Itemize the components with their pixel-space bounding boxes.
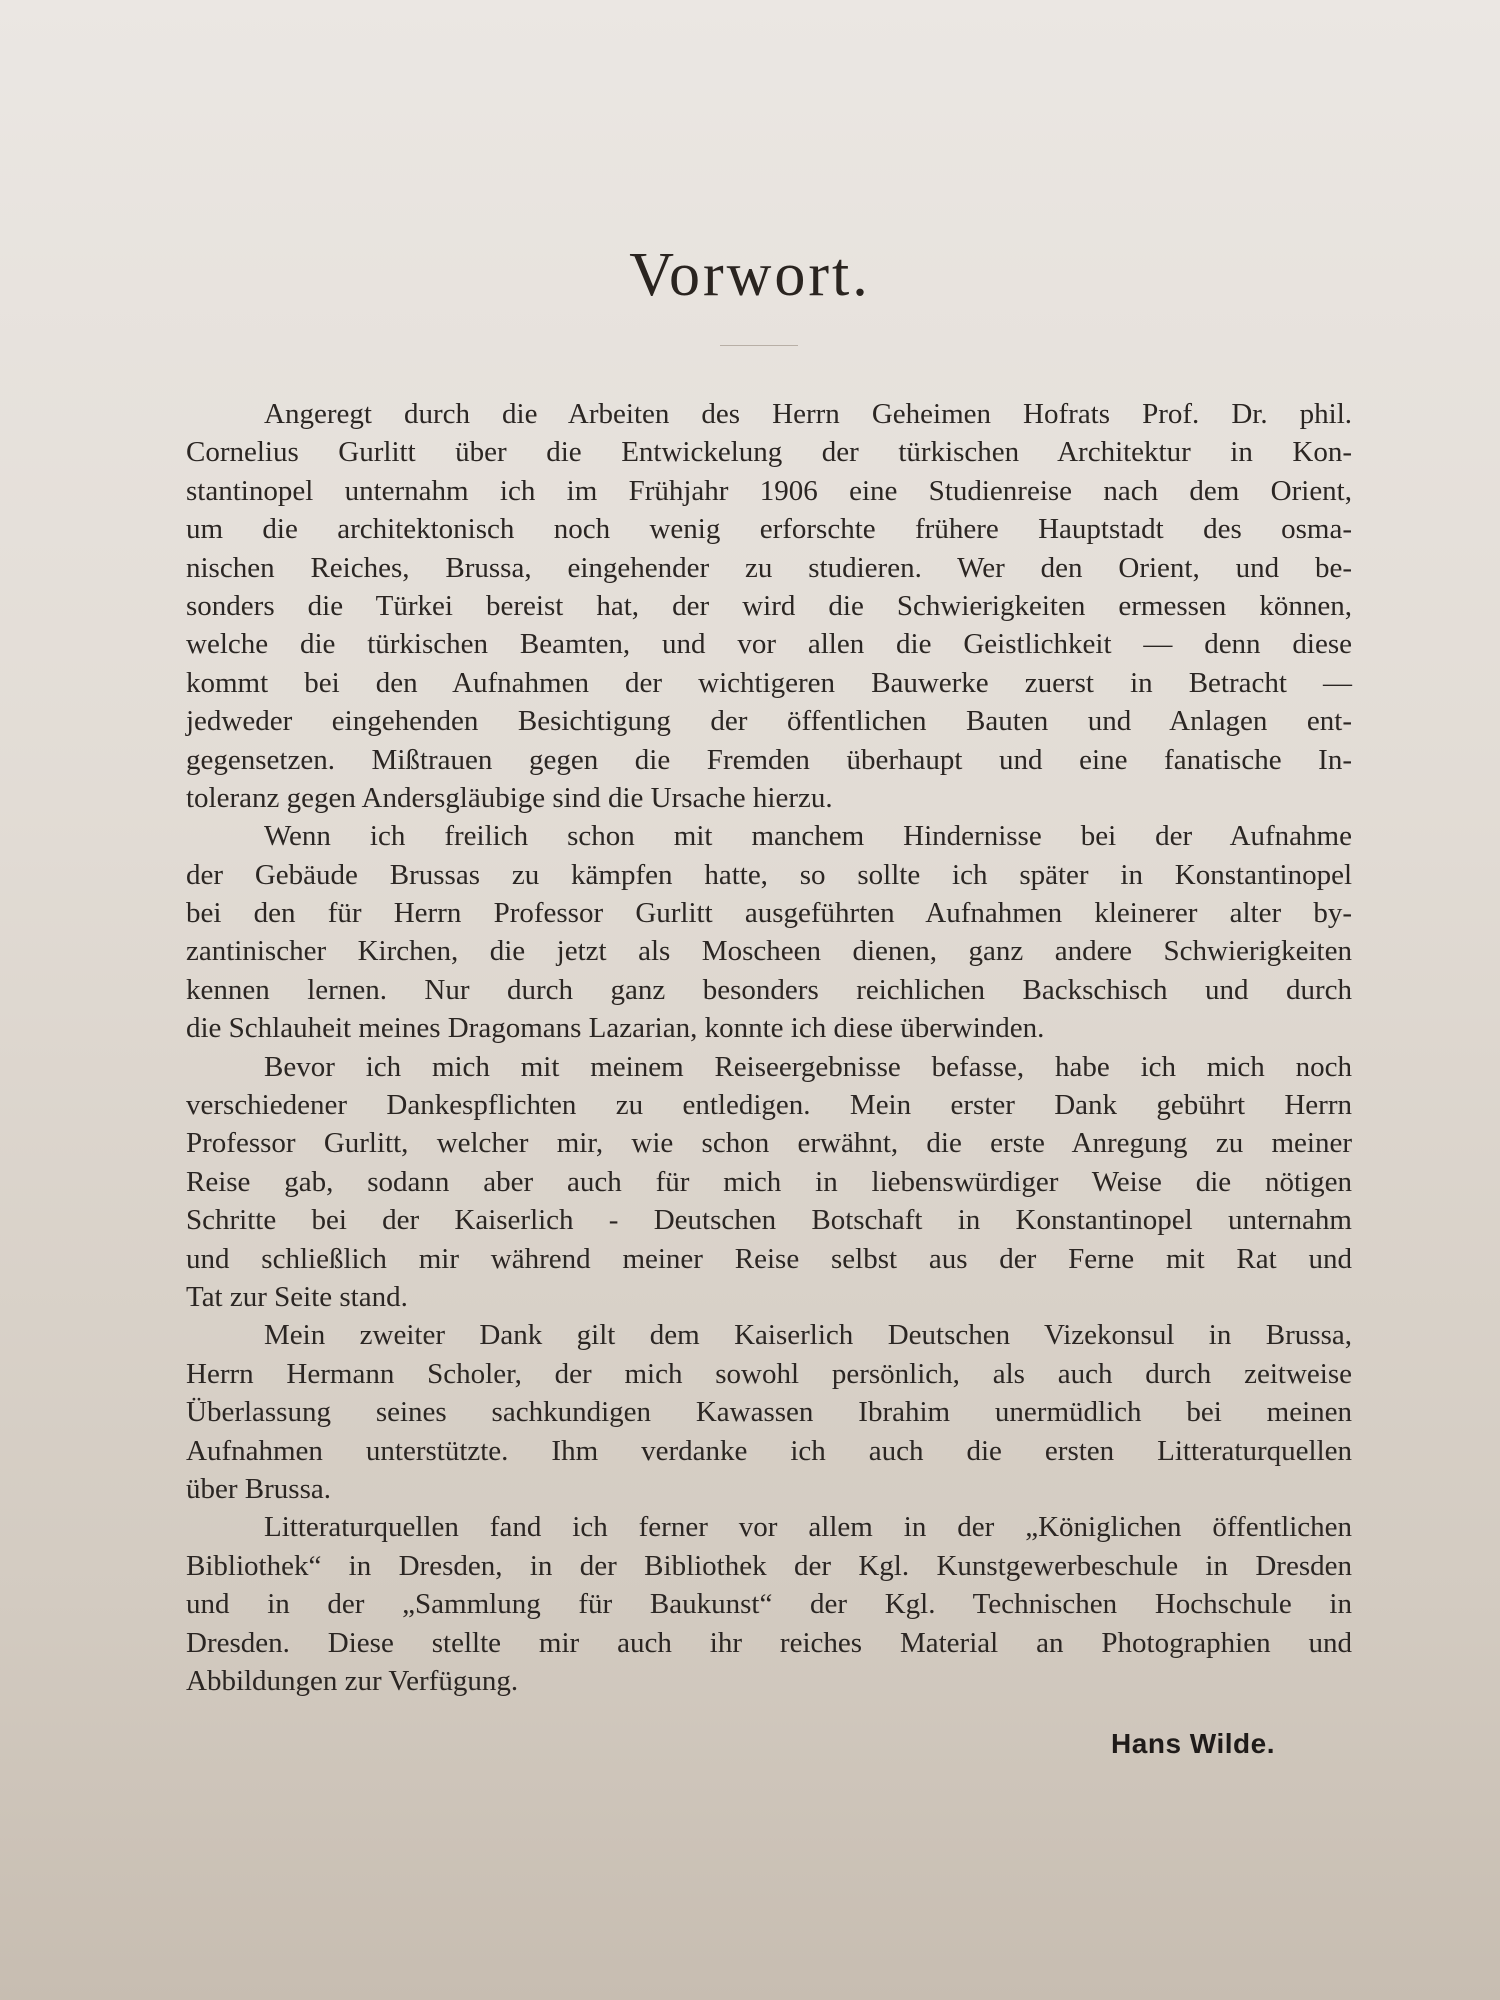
text-line: verschiedener Dankespflichten zu entledigen. Mein erster Dank gebührt Herrn	[186, 1089, 1352, 1122]
text-line: gegensetzen. Mißtrauen gegen die Fremden überhaupt und eine fanatische In-	[186, 743, 1352, 776]
text-line: nischen Reiches, Brussa, eingehender zu studieren. Wer den Orient, und be-	[186, 551, 1352, 584]
text-line: Professor Gurlitt, welcher mir, wie schon erwähnt, die erste Anregung zu meiner	[186, 1127, 1352, 1160]
text-line: und in der „Sammlung für Baukunst“ der Kgl. Technischen Hochschule in	[186, 1588, 1352, 1621]
text-line: welche die türkischen Beamten, und vor allen die Geistlichkeit — denn diese	[186, 628, 1352, 661]
text-line: Reise gab, sodann aber auch für mich in liebenswürdiger Weise die nötigen	[186, 1165, 1352, 1198]
text-line: kennen lernen. Nur durch ganz besonders reichlichen Backschisch und durch	[186, 973, 1352, 1006]
text-line: Mein zweiter Dank gilt dem Kaiserlich Deutschen Vizekonsul in Brussa,	[264, 1319, 1352, 1352]
text-line: Bevor ich mich mit meinem Reiseergebnisse befasse, habe ich mich noch	[264, 1050, 1352, 1083]
text-line: Bibliothek“ in Dresden, in der Bibliothek der Kgl. Kunstgewerbeschule in Dresden	[186, 1549, 1352, 1582]
preface-body	[186, 395, 1352, 1700]
text-line: bei den für Herrn Professor Gurlitt ausgeführten Aufnahmen kleinerer alter by-	[186, 897, 1352, 930]
paragraph	[186, 1508, 1352, 1700]
paragraph	[186, 395, 1352, 817]
paragraph	[186, 1048, 1352, 1317]
text-line: Wenn ich freilich schon mit manchem Hindernisse bei der Aufnahme	[264, 820, 1352, 853]
author-signature: Hans Wilde.	[1111, 1728, 1275, 1759]
text-line: Cornelius Gurlitt über die Entwickelung der türkischen Architektur in Kon-	[186, 436, 1352, 469]
text-line: Überlassung seines sachkundigen Kawassen Ibrahim unermüdlich bei meinen	[186, 1396, 1352, 1429]
text-line: Dresden. Diese stellte mir auch ihr reiches Material an Photographien und	[186, 1626, 1352, 1659]
text-line: Aufnahmen unterstützte. Ihm verdanke ich auch die ersten Litteraturquellen	[186, 1434, 1352, 1467]
text-line: der Gebäude Brussas zu kämpfen hatte, so sollte ich später in Konstantinopel	[186, 858, 1352, 891]
text-line: jedweder eingehenden Besichtigung der öffentlichen Bauten und Anlagen ent-	[186, 705, 1352, 738]
title-divider	[720, 345, 798, 346]
paragraph	[186, 1316, 1352, 1508]
text-line: zantinischer Kirchen, die jetzt als Moscheen dienen, ganz andere Schwierigkeiten	[186, 935, 1352, 968]
text-line: Herrn Hermann Scholer, der mich sowohl persönlich, als auch durch zeitweise	[186, 1357, 1352, 1390]
text-line: toleranz gegen Andersgläubige sind die Ursache hierzu.	[186, 781, 833, 814]
text-line: um die architektonisch noch wenig erforschte frühere Hauptstadt des osma-	[186, 513, 1352, 546]
text-line: und schließlich mir während meiner Reise selbst aus der Ferne mit Rat und	[186, 1242, 1352, 1275]
text-line: Abbildungen zur Verfügung.	[186, 1664, 519, 1697]
text-line: stantinopel unternahm ich im Frühjahr 1906 eine Studienreise nach dem Orient,	[186, 474, 1352, 507]
text-line: Schritte bei der Kaiserlich - Deutschen Botschaft in Konstantinopel unternahm	[186, 1204, 1352, 1237]
text-line: Angeregt durch die Arbeiten des Herrn Geheimen Hofrats Prof. Dr. phil.	[264, 398, 1352, 430]
page-title: Vorwort.	[629, 241, 871, 309]
text-line: Tat zur Seite stand.	[186, 1280, 408, 1313]
text-line: über Brussa.	[186, 1472, 331, 1505]
text-line: die Schlauheit meines Dragomans Lazarian, konnte ich diese überwinden.	[186, 1012, 1045, 1045]
paragraph	[186, 817, 1352, 1047]
text-line: kommt bei den Aufnahmen der wichtigeren Bauwerke zuerst in Betracht —	[186, 666, 1352, 699]
text-line: Litteraturquellen fand ich ferner vor allem in der „Königlichen öffentlichen	[264, 1511, 1352, 1544]
text-line: sonders die Türkei bereist hat, der wird die Schwierigkeiten ermessen können,	[186, 589, 1352, 622]
